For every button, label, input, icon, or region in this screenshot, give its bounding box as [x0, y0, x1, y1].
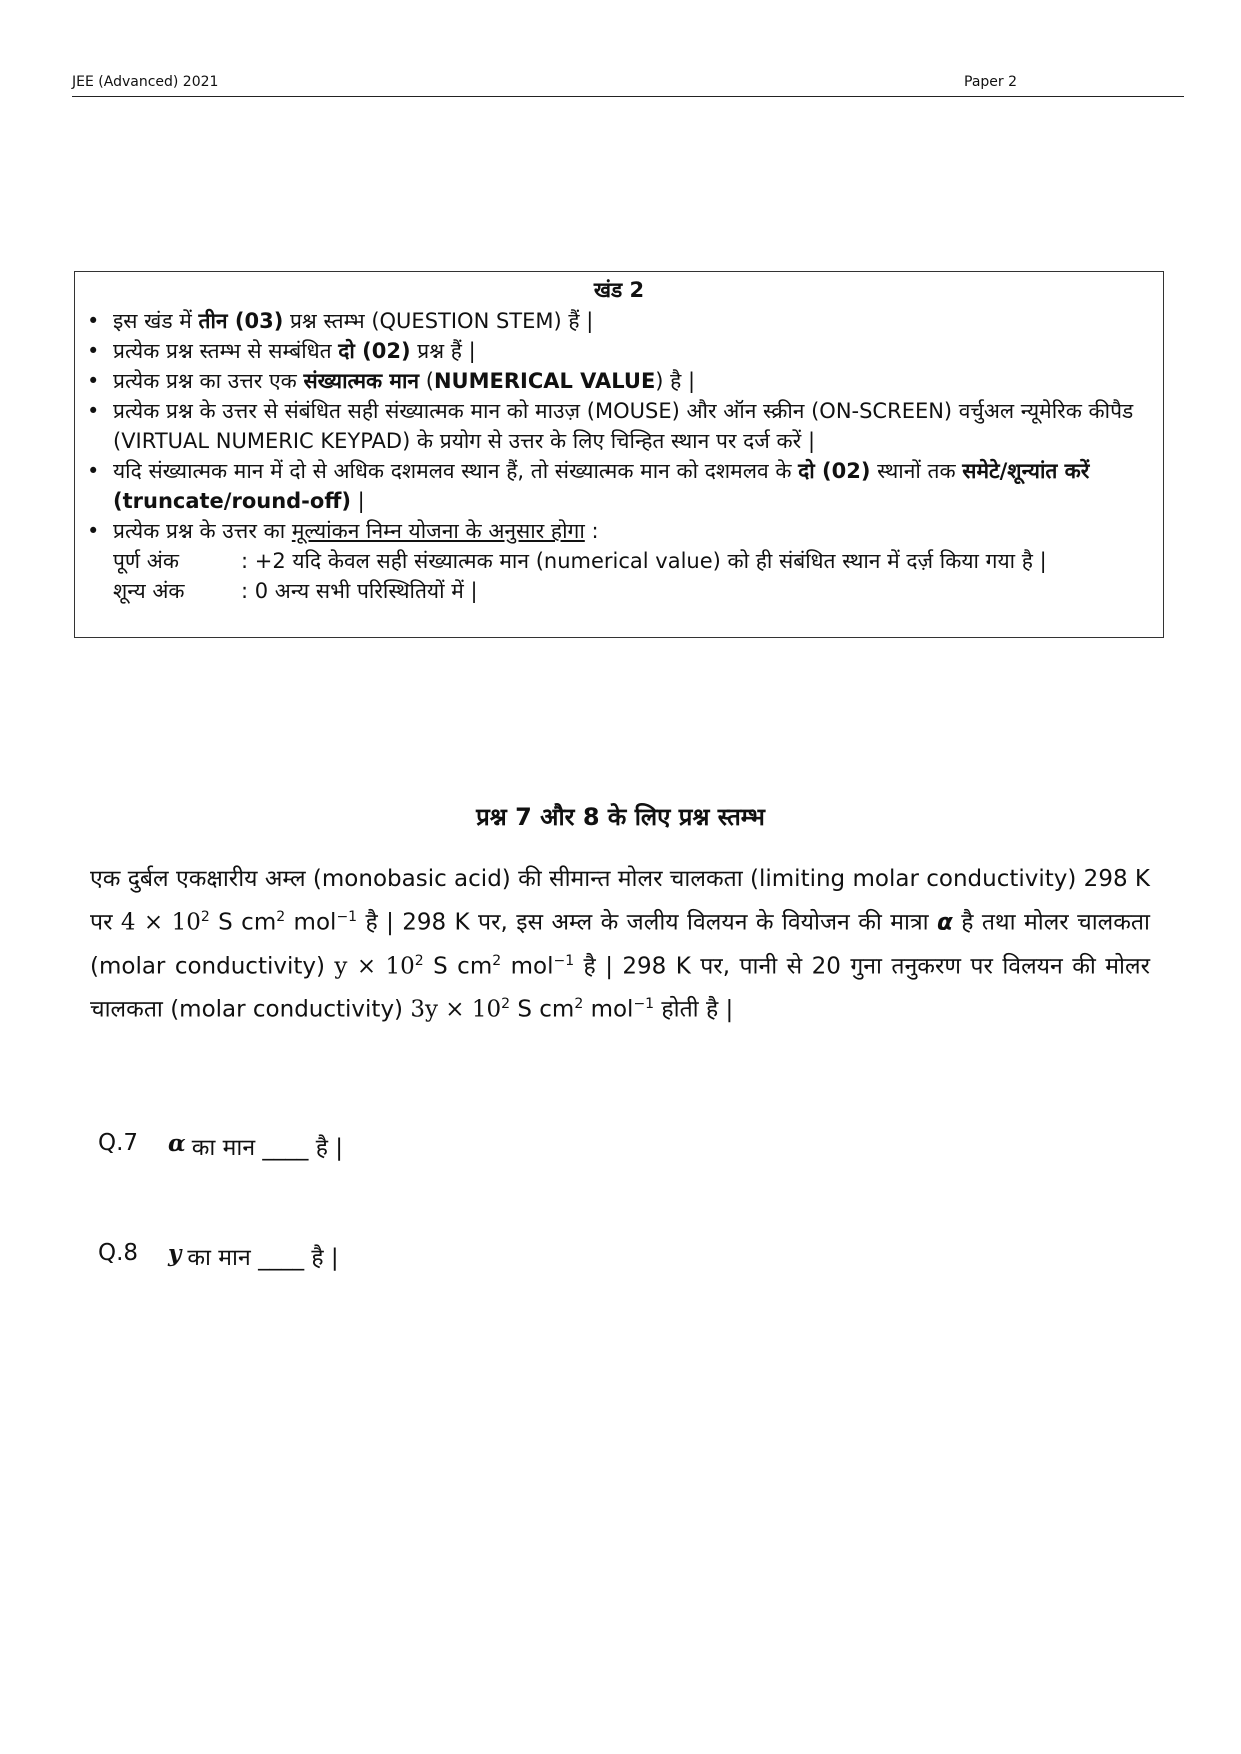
full-marks-row [113, 546, 1163, 576]
instruction-item: • प्रत्येक प्रश्न स्तम्भ से सम्बंधित दो (02) प्रश्न हैं | [113, 336, 1163, 366]
instruction-item: • प्रत्येक प्रश्न के उत्तर का मूल्यांकन निम्न योजना के अनुसार होगा : पूर्ण अंक : +2 यदि केवल सही संख्यात्मक मान (numerical value) को ही संबंधित स्थान में दर्ज़ किया गया है | शून्य अंक : 0 अन्य सभी परिस्थितियों में | [113, 516, 1163, 606]
instruction-item: • यदि संख्यात्मक मान में दो से अधिक दशमलव स्थान हैं, तो संख्यात्मक मान को दशमलव के दो (02) स्थानों तक समेटे/शून्यांत करें (truncate/round-off) | [113, 456, 1163, 516]
question-text: का मान ____ है | [191, 1135, 344, 1161]
zero-marks-label: शून्य अंक [113, 579, 185, 603]
paper-number: Paper 2 [964, 74, 1018, 90]
page-header [72, 72, 1184, 97]
question-number: Q.8 [98, 1240, 139, 1266]
instruction-item: • प्रत्येक प्रश्न का उत्तर एक संख्यात्मक मान (NUMERICAL VALUE) है | [113, 366, 1163, 396]
instruction-item: • प्रत्येक प्रश्न के उत्तर से संबंधित सही संख्यात्मक मान को माउज़ (MOUSE) और ऑन स्क्रीन (ON-SCREEN) वर्चुअल न्यूमेरिक कीपैड (VIRTUAL NUMERIC KEYPAD) के प्रयोग से उत्तर के लिए चिन्हित स्थान पर दर्ज करें | [113, 396, 1163, 456]
section-instructions-box [74, 271, 1164, 638]
question-text: का मान ____ है | [187, 1245, 339, 1271]
full-marks-text: : +2 यदि केवल सही संख्यात्मक मान (numerical value) को ही संबंधित स्थान में दर्ज़ किया गया है | [241, 549, 1047, 573]
question-variable: α [168, 1130, 186, 1157]
question-stem-text: एक दुर्बल एकक्षारीय अम्ल (monobasic acid) की सीमान्त मोलर चालकता (limiting molar conductivity) 298 K पर $4 \times 10^2$ S $cm^2$ mol$^{-1}$ है | 298 K पर, इस अम्ल के जलीय विलयन के वियोजन की मात्रा α है तथा मोलर चालकता (molar conductivity) $y \times 10^2$ S $cm^2$ mol$^{-1}$ है | 298 K पर, पानी से 20 गुना तनुकरण पर विलयन की मोलर चालकता (molar conductivity) $3y \times 10^2$ S $cm^2$ mol$^{-1}$ होती है | [90, 866, 1150, 1023]
full-marks-label: पूर्ण अंक [113, 549, 179, 573]
question-stem-title: प्रश्न 7 और 8 के लिए प्रश्न स्तम्भ [476, 803, 765, 831]
zero-marks-text: : 0 अन्य सभी परिस्थितियों में | [241, 579, 478, 603]
instruction-item: • इस खंड में तीन (03) प्रश्न स्तम्भ (QUESTION STEM) हैं | [113, 306, 1163, 336]
exam-name: JEE (Advanced) 2021 [72, 74, 219, 90]
question-number: Q.7 [98, 1130, 139, 1156]
zero-marks-row [113, 576, 1163, 606]
question-8 [98, 1240, 339, 1272]
alpha-symbol: α [937, 909, 953, 936]
question-7 [98, 1130, 343, 1162]
question-variable: y [168, 1240, 182, 1267]
instruction-list [75, 306, 1163, 606]
section-title: खंड 2 [593, 278, 645, 302]
